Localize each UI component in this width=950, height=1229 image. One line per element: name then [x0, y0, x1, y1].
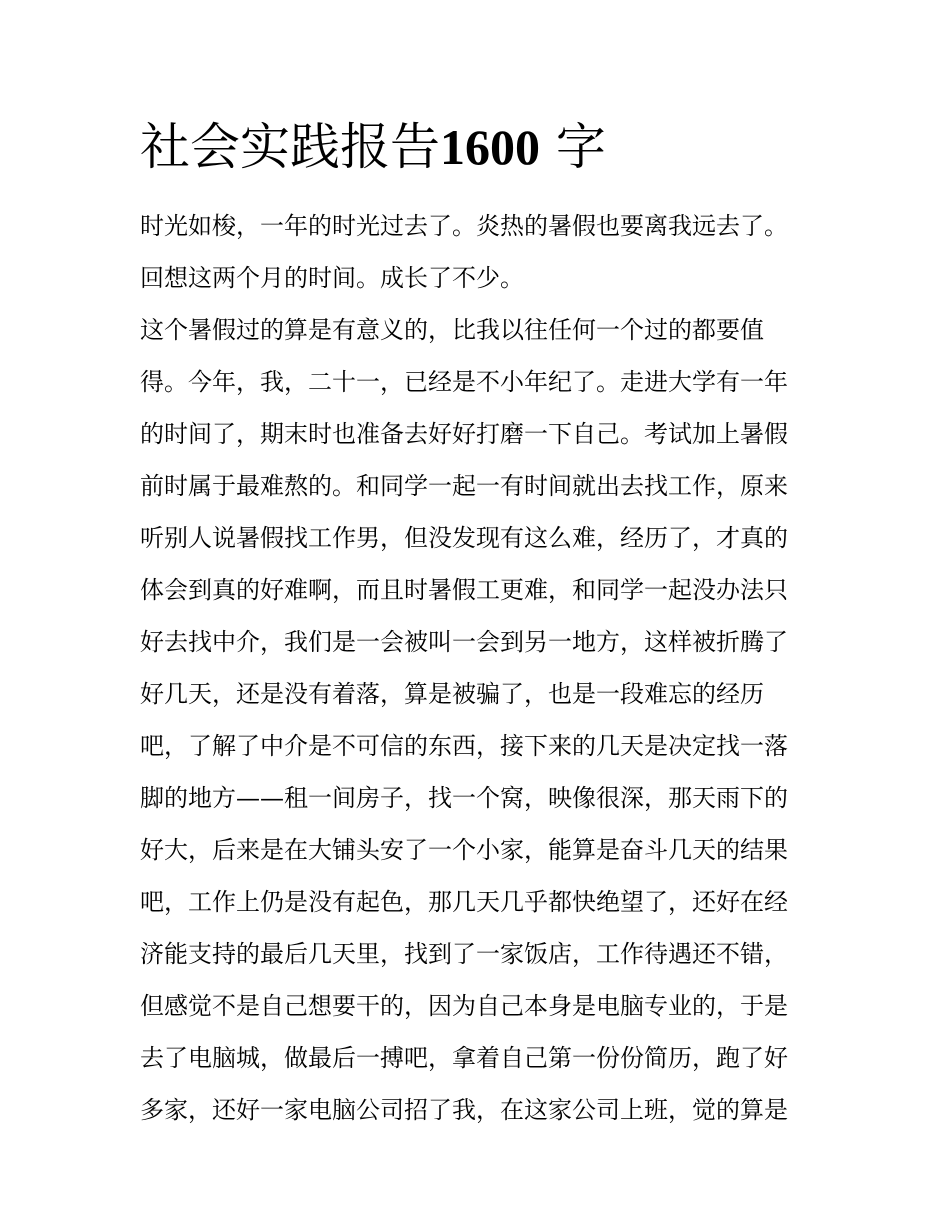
text-line-8: 体会到真的好难啊，而且时暑假工更难，和同学一起没办法只 [140, 576, 788, 604]
text-line-10: 好几天，还是没有着落，算是被骗了，也是一段难忘的经历 [140, 680, 764, 708]
title-number: 1600 [440, 119, 540, 175]
text-line-13: 好大，后来是在大铺头安了一个小家，能算是奋斗几天的结果 [140, 836, 788, 864]
text-line-16: 但感觉不是自己想要干的，因为自己本身是电脑专业的，于是 [140, 992, 788, 1020]
text-line-2: 回想这两个月的时间。成长了不少。 [140, 264, 524, 292]
text-line-14: 吧，工作上仍是没有起色，那几天几乎都快绝望了，还好在经 [140, 888, 788, 916]
text-line-1: 时光如梭，一年的时光过去了。炎热的暑假也要离我远去了。 [140, 212, 788, 240]
title-main: 社会实践报告 [140, 118, 440, 176]
title-suffix: 字 [555, 118, 606, 176]
text-line-15: 济能支持的最后几天里，找到了一家饭店，工作待遇还不错， [140, 940, 788, 968]
text-line-7: 听别人说暑假找工作男，但没发现有这么难，经历了，才真的 [140, 524, 788, 552]
text-line-4: 得。今年，我，二十一，已经是不小年纪了。走进大学有一年 [140, 368, 788, 396]
text-line-3: 这个暑假过的算是有意义的，比我以往任何一个过的都要值 [140, 316, 764, 344]
text-line-9: 好去找中介，我们是一会被叫一会到另一地方，这样被折腾了 [140, 628, 788, 656]
text-line-17: 去了电脑城，做最后一搏吧，拿着自己第一份份简历，跑了好 [140, 1044, 788, 1072]
text-line-11: 吧，了解了中介是不可信的东西，接下来的几天是决定找一落 [140, 732, 788, 760]
document-title [140, 112, 606, 182]
text-line-6: 前时属于最难熬的。和同学一起一有时间就出去找工作，原来 [140, 472, 788, 500]
text-line-18: 多家，还好一家电脑公司招了我，在这家公司上班，觉的算是 [140, 1096, 788, 1124]
text-line-12: 脚的地方——租一间房子，找一个窝，映像很深，那天雨下的 [140, 784, 788, 812]
text-line-5: 的时间了，期末时也准备去好好打磨一下自己。考试加上暑假 [140, 420, 788, 448]
